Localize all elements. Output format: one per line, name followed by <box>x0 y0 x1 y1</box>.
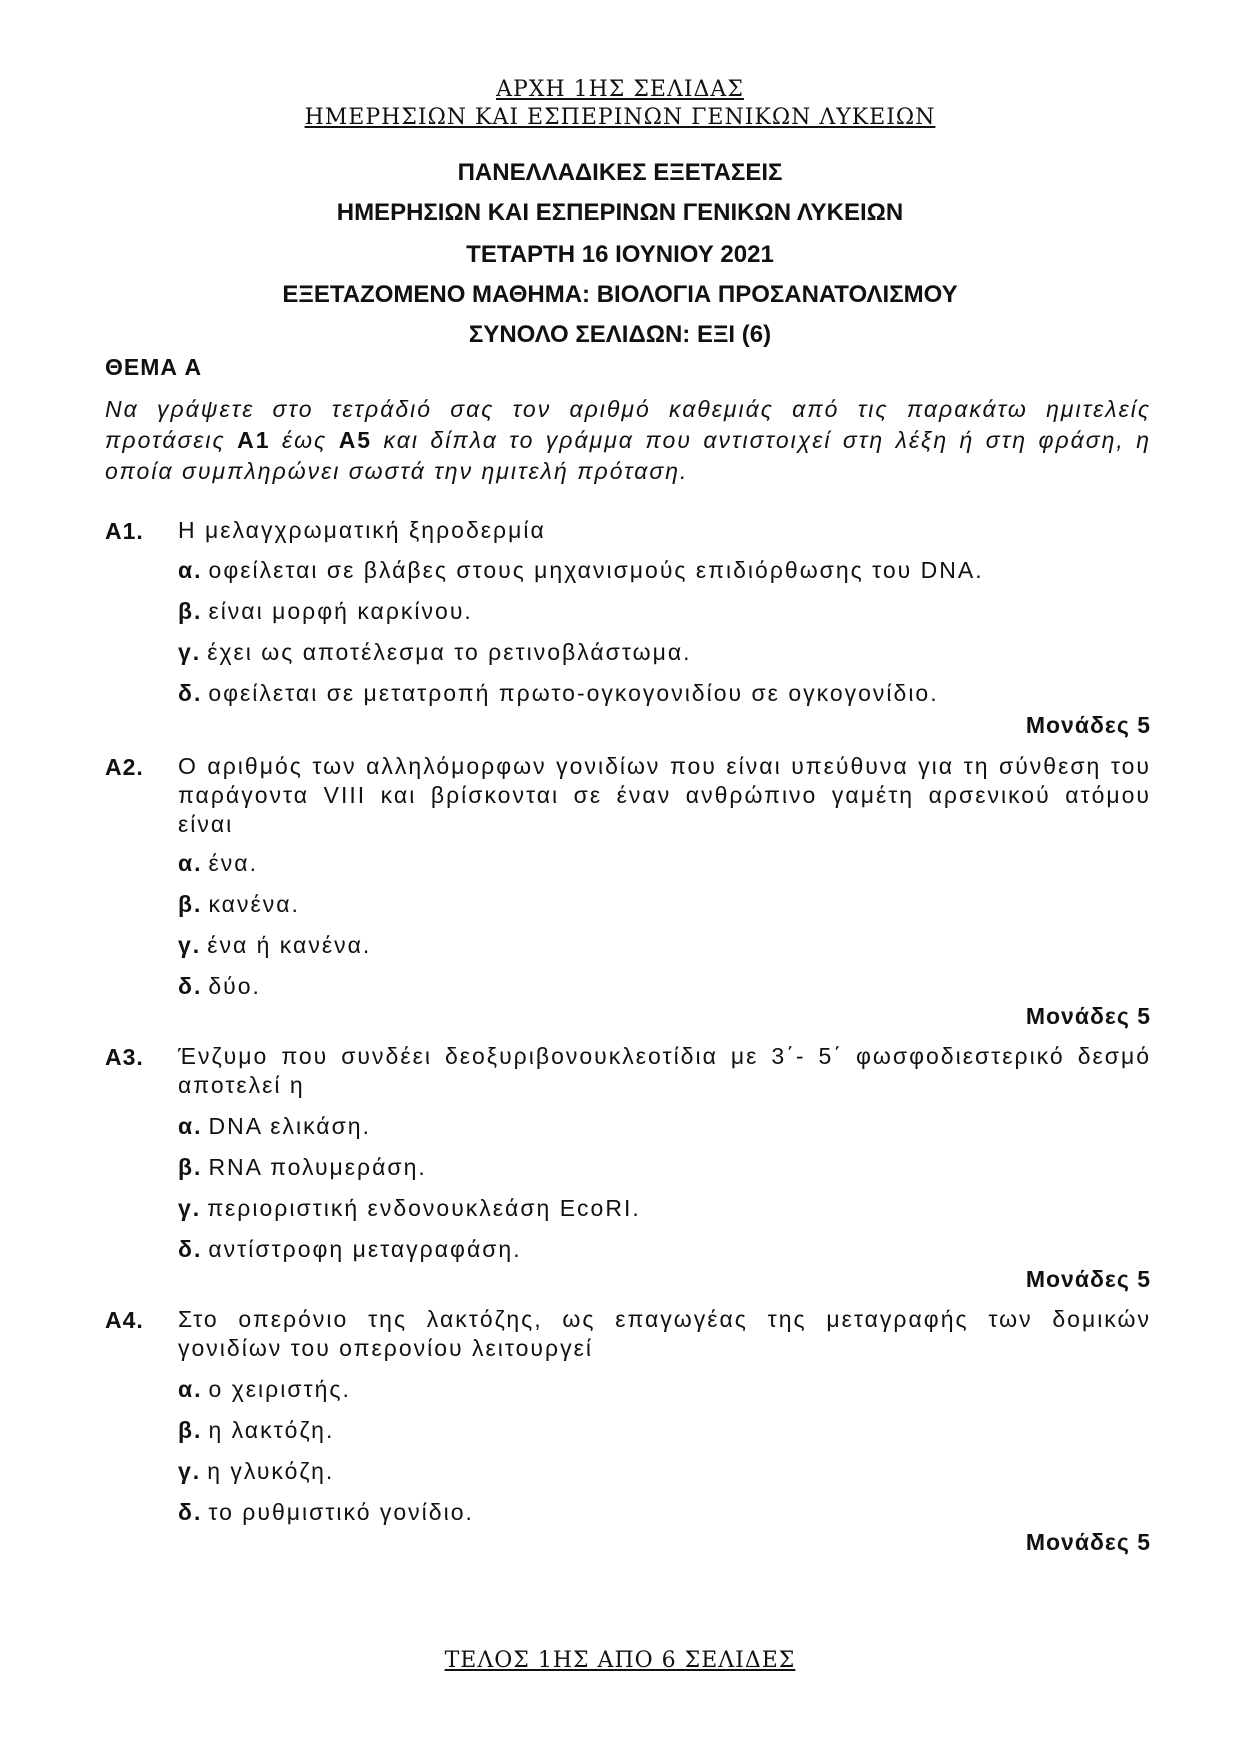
answer-option <box>178 1458 334 1485</box>
option-label: δ. <box>178 973 203 999</box>
option-label: α. <box>178 1376 203 1402</box>
option-label: γ. <box>178 639 202 665</box>
option-text: ένα. <box>208 850 258 876</box>
intro-text: έως <box>270 427 339 453</box>
intro-text: Να γράψετε στο τετράδιό σας τον αριθμό καθεμιάς από τις παρακάτω ημιτελείς προτάσεις <box>105 396 1151 453</box>
option-text: η γλυκόζη. <box>207 1458 335 1484</box>
question-number: Α4. <box>105 1307 144 1333</box>
option-label: β. <box>178 1417 203 1443</box>
option-label: β. <box>178 891 203 917</box>
question-number: Α1. <box>105 518 144 544</box>
answer-option <box>178 1417 334 1444</box>
answer-option <box>178 1499 474 1526</box>
option-label: α. <box>178 557 203 583</box>
intro-text: και δίπλα το γράμμα που αντιστοιχεί στη λέξη ή στη φράση, η οποία συμπληρώνει σωστά την ημιτελή πρόταση. <box>105 427 1151 484</box>
answer-option <box>178 1195 641 1222</box>
question-text: Η μελαγχρωματική ξηροδερμία <box>178 517 546 543</box>
intro-last-question: Α5 <box>338 427 373 453</box>
answer-option <box>178 973 261 1000</box>
option-label: β. <box>178 598 203 624</box>
school-title: ΗΜΕΡΗΣΙΩΝ ΚΑΙ ΕΣΠΕΡΙΝΩΝ ΓΕΝΙΚΩΝ ΛΥΚΕΙΩΝ <box>336 199 904 226</box>
answer-option <box>178 850 258 877</box>
answer-option <box>178 557 984 584</box>
question-number: Α2. <box>105 754 144 780</box>
page-start-header: ΑΡΧΗ 1ΗΣ ΣΕΛΙΔΑΣ <box>496 77 744 102</box>
option-text: ένα ή κανένα. <box>207 932 372 958</box>
option-text: οφείλεται σε μετατροπή πρωτο-ογκογονιδίου σε ογκογονίδιο. <box>208 680 939 706</box>
answer-option <box>178 1113 371 1140</box>
section-instructions <box>105 394 1151 487</box>
option-text: δύο. <box>208 973 261 999</box>
option-text: DNA ελικάση. <box>208 1113 371 1139</box>
points-label: Μονάδες 5 <box>1025 712 1151 738</box>
answer-option <box>178 1376 351 1403</box>
school-type-header: ΗΜΕΡΗΣΙΩΝ ΚΑΙ ΕΣΠΕΡΙΝΩΝ ΓΕΝΙΚΩΝ ΛΥΚΕΙΩΝ <box>304 105 936 130</box>
option-text: οφείλεται σε βλάβες στους μηχανισμούς επιδιόρθωσης του DNA. <box>208 557 984 583</box>
intro-first-question: Α1 <box>237 427 271 453</box>
total-pages: ΣΥΝΟΛΟ ΣΕΛΙΔΩΝ: ΕΞΙ (6) <box>468 321 772 348</box>
question-text: Στο οπερόνιο της λακτόζης, ως επαγωγέας της μεταγραφής των δομικών γονιδίων του οπερονίου λειτουργεί <box>178 1306 1151 1361</box>
option-text: η λακτόζη. <box>208 1417 335 1443</box>
answer-option <box>178 891 300 918</box>
question-text: Ένζυμο που συνδέει δεοξυριβονουκλεοτίδια με 3΄- 5΄ φωσφοδιεστερικό δεσμό αποτελεί η <box>178 1043 1151 1098</box>
exam-subject: ΕΞΕΤΑΖΟΜΕΝΟ ΜΑΘΗΜΑ: ΒΙΟΛΟΓΙΑ ΠΡΟΣΑΝΑΤΟΛΙΣΜΟΥ <box>282 281 958 308</box>
option-text: ο χειριστής. <box>208 1376 351 1402</box>
option-text: αντίστροφη μεταγραφάση. <box>208 1236 522 1262</box>
option-text: είναι μορφή καρκίνου. <box>208 598 473 624</box>
option-label: δ. <box>178 680 203 706</box>
answer-option <box>178 1154 427 1181</box>
option-text: περιοριστική ενδονουκλεάση EcoRI. <box>207 1195 641 1221</box>
option-label: α. <box>178 1113 203 1139</box>
option-label: γ. <box>178 1458 202 1484</box>
option-label: γ. <box>178 1195 202 1221</box>
question-text: Ο αριθμός των αλληλόμορφων γονιδίων που είναι υπεύθυνα για τη σύνθεση του παράγοντα VIII και βρίσκονται σε έναν ανθρώπινο γαμέτη αρσενικού ατόμου είναι <box>178 753 1151 837</box>
option-label: α. <box>178 850 203 876</box>
section-title: ΘΕΜΑ Α <box>105 354 203 380</box>
answer-option <box>178 1236 522 1263</box>
question-number: Α3. <box>105 1044 144 1070</box>
option-text: έχει ως αποτέλεσμα το ρετινοβλάστωμα. <box>207 639 692 665</box>
option-label: β. <box>178 1154 203 1180</box>
points-label: Μονάδες 5 <box>1025 1529 1151 1555</box>
answer-option <box>178 680 939 707</box>
option-text: το ρυθμιστικό γονίδιο. <box>208 1499 474 1525</box>
option-text: RNA πολυμεράση. <box>208 1154 427 1180</box>
answer-option <box>178 932 371 959</box>
answer-option <box>178 639 692 666</box>
page-end-footer: ΤΕΛΟΣ 1ΗΣ ΑΠΟ 6 ΣΕΛΙΔΕΣ <box>444 1648 796 1673</box>
option-label: δ. <box>178 1236 203 1262</box>
points-label: Μονάδες 5 <box>1025 1266 1151 1292</box>
option-label: δ. <box>178 1499 203 1525</box>
option-label: γ. <box>178 932 202 958</box>
exam-title: ΠΑΝΕΛΛΑΔΙΚΕΣ ΕΞΕΤΑΣΕΙΣ <box>457 159 783 186</box>
exam-date: ΤΕΤΑΡΤΗ 16 ΙΟΥΝΙΟΥ 2021 <box>466 241 774 268</box>
answer-option <box>178 598 473 625</box>
option-text: κανένα. <box>208 891 300 917</box>
points-label: Μονάδες 5 <box>1025 1003 1151 1029</box>
